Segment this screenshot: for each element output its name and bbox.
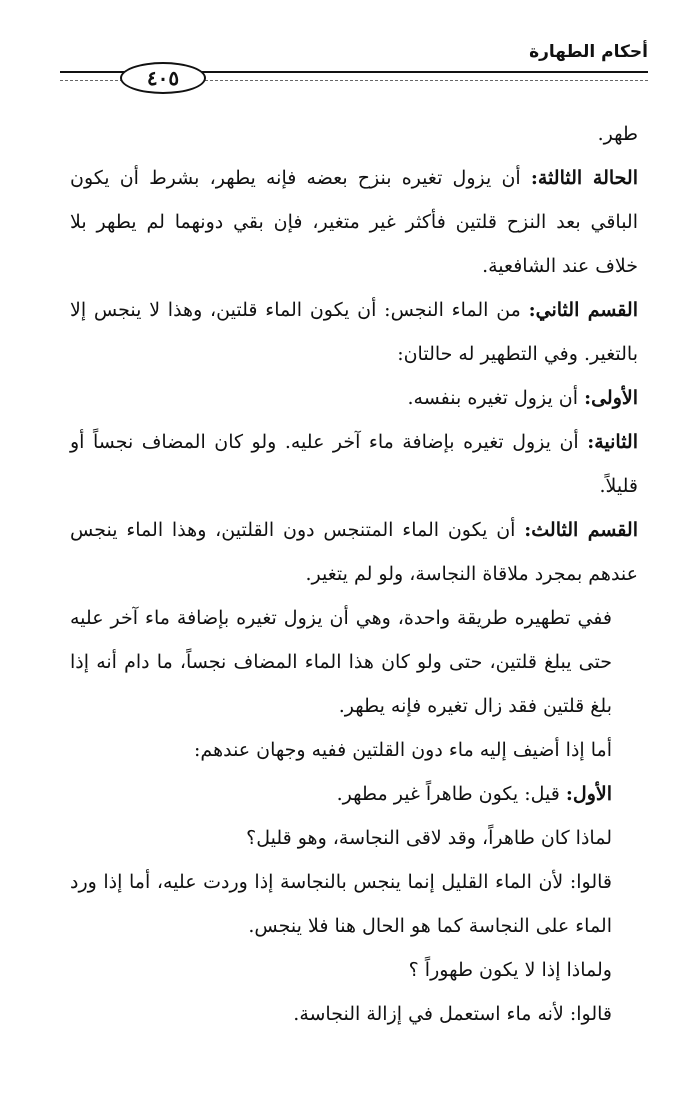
page-body: [70, 112, 638, 1036]
paragraph: [70, 156, 638, 288]
paragraph: أما إذا أضيف إليه ماء دون القلتين ففيه وجهان عندهم:: [194, 739, 612, 761]
paragraph: لماذا كان طاهراً، وقد لاقى النجاسة، وهو قليل؟: [246, 827, 612, 849]
paragraph-text: قيل: يكون طاهراً غير مطهر.: [336, 783, 566, 805]
term: القسم الثالث:: [524, 519, 638, 541]
paragraph-text: أن يكون الماء المتنجس دون القلتين، وهذا الماء ينجس عندهم بمجرد ملاقاة النجاسة، ولو لم يتغير.: [70, 519, 638, 585]
paragraph: [70, 508, 638, 596]
running-title: أحكام الطهارة: [529, 42, 648, 62]
paragraph-text: أن يزول تغيره بنفسه.: [407, 387, 585, 409]
term: القسم الثاني:: [528, 299, 638, 321]
paragraph: [70, 376, 638, 420]
page-number: ٤٠٥: [120, 62, 206, 94]
page-header: [60, 40, 648, 100]
paragraph: قالوا: لأن الماء القليل إنما ينجس بالنجاسة إذا وردت عليه، أما إذا ورد الماء على النجاسة كما هو الحال هنا فلا ينجس.: [70, 871, 612, 937]
paragraph: [70, 288, 638, 376]
paragraph: طهر.: [597, 123, 638, 145]
term: الثانية:: [587, 431, 638, 453]
paragraph: [70, 420, 638, 508]
paragraph: قالوا: لأنه ماء استعمل في إزالة النجاسة.: [293, 1003, 612, 1025]
term: الأولى:: [584, 387, 638, 409]
term: الأول:: [565, 783, 612, 805]
paragraph-text: أن يزول تغيره بنزح بعضه فإنه يطهر، بشرط أن يكون الباقي بعد النزح قلتين فأكثر غير متغير، فإن بقي دونهما لم يطهر بلا خلاف عند الشافعية.: [70, 167, 638, 277]
paragraph-text: أن يزول تغيره بإضافة ماء آخر عليه. ولو كان المضاف نجساً أو قليلاً.: [70, 431, 638, 497]
paragraph: [70, 772, 638, 816]
term: الحالة الثالثة:: [530, 167, 638, 189]
paragraph: ولماذا إذا لا يكون طهوراً ؟: [408, 959, 612, 981]
paragraph-text: من الماء النجس: أن يكون الماء قلتين، وهذا لا ينجس إلا بالتغير. وفي التطهير له حالتان:: [70, 299, 638, 365]
paragraph: ففي تطهيره طريقة واحدة، وهي أن يزول تغيره بإضافة ماء آخر عليه حتى يبلغ قلتين، حتى ولو كان هذا الماء المضاف نجساً، ما دام أنه إذا بلغ قلتين فقد زال تغيره فإنه يطهر.: [70, 607, 612, 717]
